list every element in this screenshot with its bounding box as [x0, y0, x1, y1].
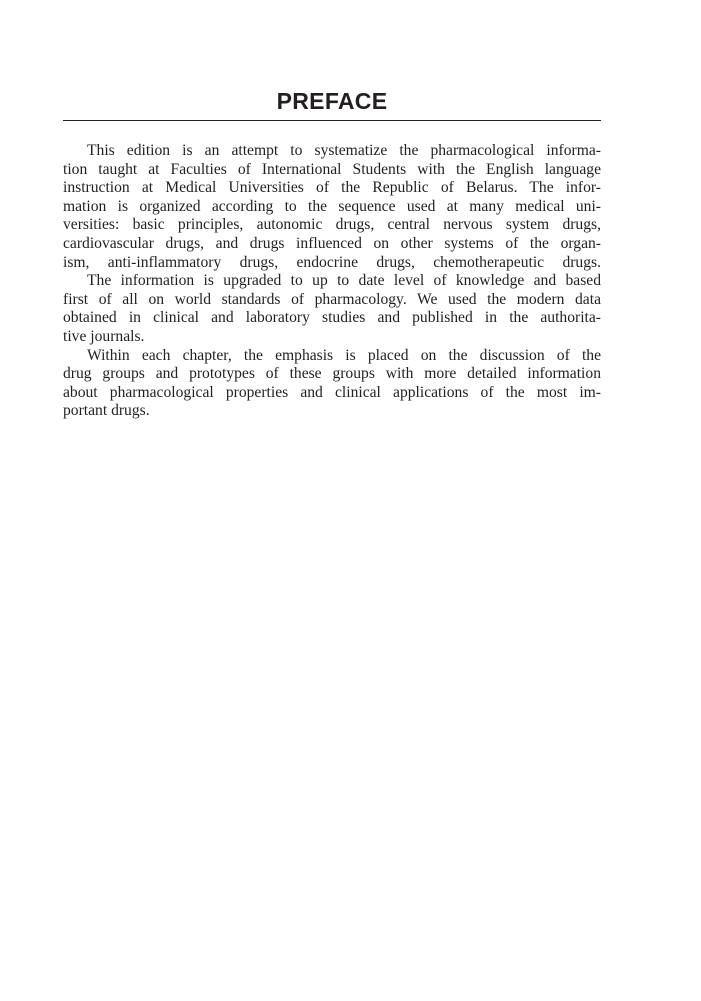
page-title: PREFACE [276, 88, 388, 114]
text-line: Within each chapter, the emphasis is placed on the discussion of the [87, 346, 601, 364]
text-line: ism, anti-inflammatory drugs, endocrine drugs, chemotherapeutic drugs. [63, 253, 601, 271]
text-line: instruction at Medical Universities of the Republic of Belarus. The infor- [63, 179, 601, 197]
text-line: versities: basic principles, autonomic drugs, central nervous system drugs, [63, 216, 601, 234]
text-line: first of all on world standards of pharmacology. We used the modern data [63, 290, 601, 308]
text-line: The information is upgraded to up to date level of knowledge and based [87, 272, 601, 290]
text-line: mation is organized according to the sequence used at many medical uni- [63, 197, 601, 215]
text-line: about pharmacological properties and clinical applications of the most im- [63, 383, 601, 401]
paragraph-3 [63, 347, 601, 421]
text-line: portant drugs. [63, 402, 150, 420]
text-line: This edition is an attempt to systematize the pharmacological informa- [87, 142, 601, 159]
text-line: obtained in clinical and laboratory studies and published in the authorita- [63, 309, 601, 327]
text-line: drug groups and prototypes of these groups with more detailed information [63, 365, 601, 383]
text-line: tion taught at Faculties of International Students with the English language [63, 160, 601, 178]
paragraph-1 [63, 142, 601, 272]
text-line: tive journals. [63, 327, 145, 345]
paragraph-2 [63, 272, 601, 346]
title-divider [63, 120, 601, 121]
preface-body [63, 142, 601, 421]
text-line: cardiovascular drugs, and drugs influenced on other systems of the organ- [63, 234, 601, 252]
